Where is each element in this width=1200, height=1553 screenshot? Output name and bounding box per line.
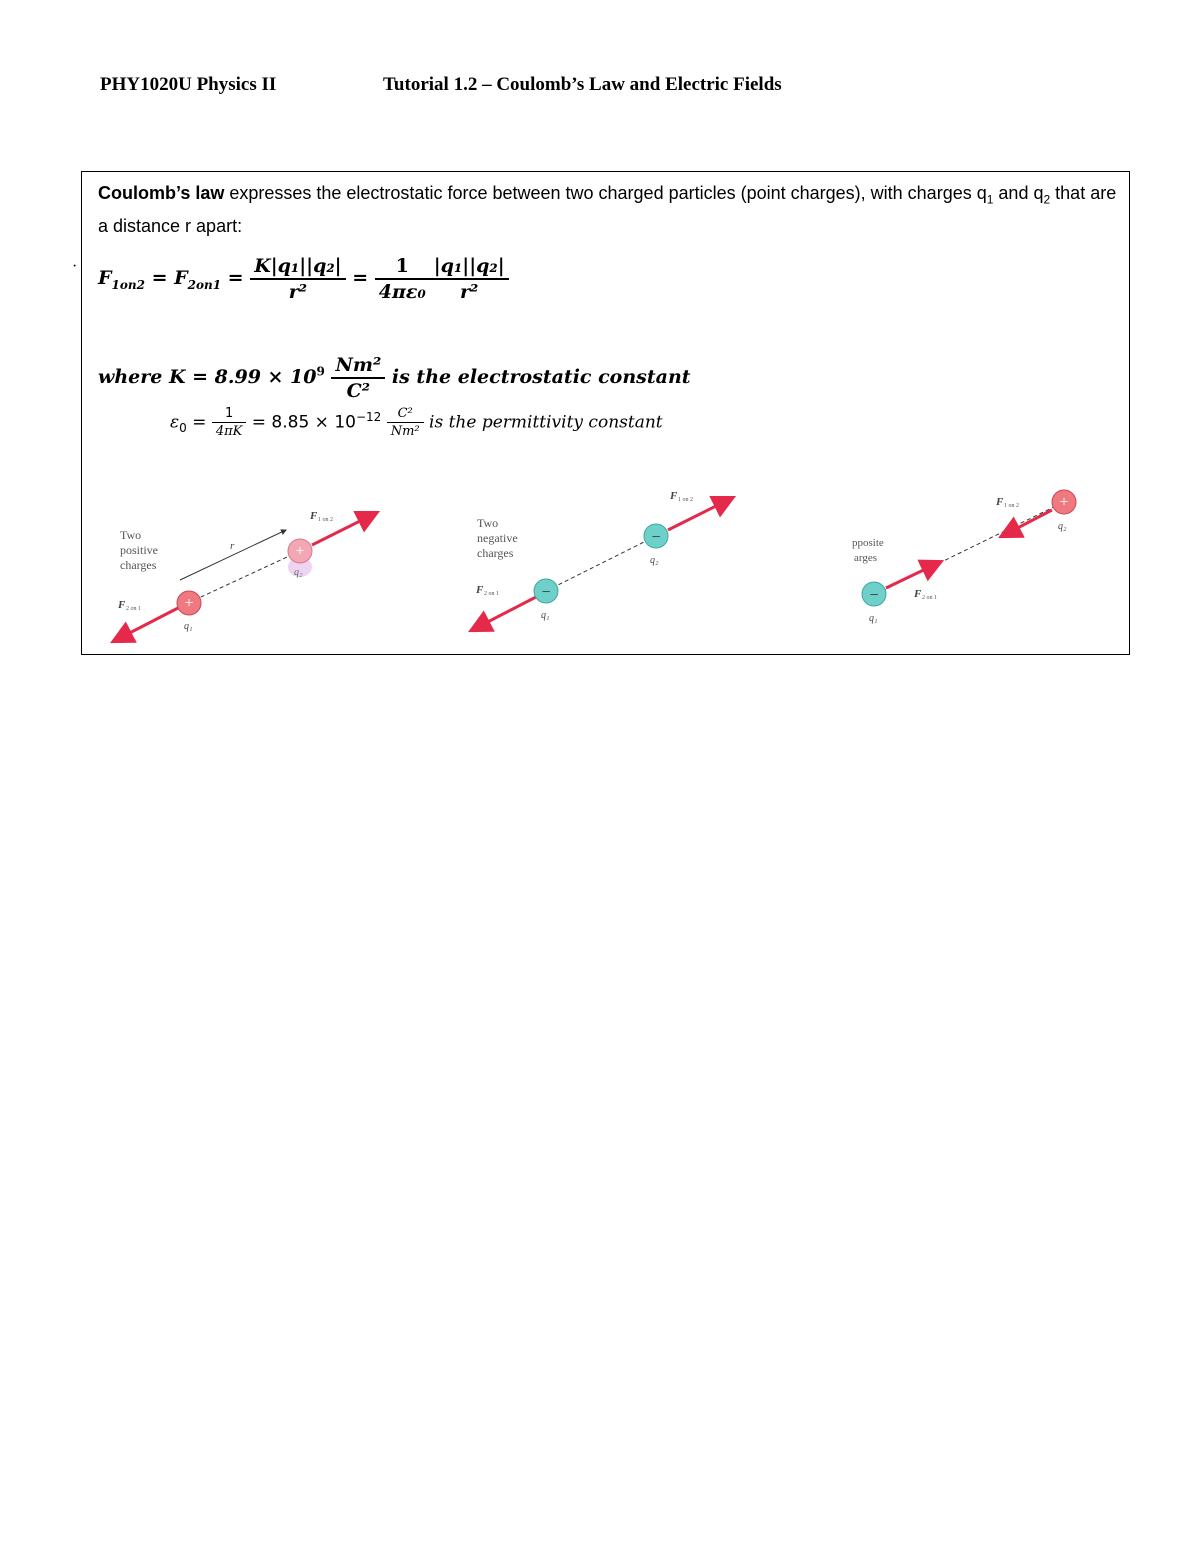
- fig1-sign-q2: +: [295, 543, 305, 560]
- fig3-force-top-sub: 1 on 2: [1004, 503, 1019, 509]
- fig1-distance-label: r: [230, 540, 235, 552]
- fig2-q2-label: q₂: [650, 555, 659, 566]
- figure-opposite-charges: [840, 480, 1090, 630]
- q1-symbol: q: [976, 183, 987, 203]
- coulomb-law-term: Coulomb’s law: [98, 183, 225, 203]
- fig1-sign-q1: +: [184, 595, 194, 612]
- fig2-force-2on1-arrow: [476, 597, 536, 628]
- fig2-force-1on2-arrow: [668, 500, 728, 530]
- coulomb-law-intro: [98, 180, 1128, 239]
- fig2-force-bottom-sub: 2 on 1: [484, 591, 499, 597]
- fig3-q2-label: q₂: [1058, 521, 1067, 532]
- fig2-force-top-label: F: [670, 490, 678, 502]
- fig2-label-line3: charges: [477, 546, 514, 560]
- intro-text-1: expresses the electrostatic force between two charged particles (point charges), with charges: [224, 183, 977, 203]
- fig1-force-top-label: F: [310, 510, 318, 522]
- force-fraction-3: $\frac{\text{|q₁||q₂|}}{\text{r²}}$: [430, 255, 509, 303]
- figure-two-positive-charges: [100, 495, 400, 650]
- force-fraction-2: $\frac{1}{\text{4πε₀}}$: [375, 255, 430, 303]
- fig3-label-line1: pposite: [852, 537, 884, 549]
- fig3-force-bottom-sub: 2 on 1: [922, 595, 937, 601]
- eps-fraction: $\frac{1}{4\pi K}$: [212, 406, 247, 439]
- fig3-force-bottom-label: F: [914, 588, 922, 600]
- fig2-label-line2: negative: [477, 531, 518, 545]
- fig2-sign-q2: −: [651, 529, 661, 546]
- fig1-force-2on1-arrow: [118, 608, 178, 639]
- fig1-force-top-sub: 1 on 2: [318, 517, 333, 523]
- intro-and: and: [993, 183, 1034, 203]
- fig3-force-1on2-arrow: [1006, 510, 1052, 534]
- q2-subscript: 2: [1043, 192, 1051, 207]
- fig1-label-line2: positive: [120, 543, 158, 557]
- fig3-force-top-label: F: [996, 496, 1004, 508]
- fig3-sign-q2: +: [1059, 494, 1069, 511]
- fig3-sign-q1: −: [869, 587, 879, 604]
- fig3-q1-label: q₁: [869, 613, 878, 624]
- fig2-force-top-sub: 1 on 2: [678, 497, 693, 503]
- tutorial-title: Tutorial 1.2 – Coulomb’s Law and Electric Fields: [383, 74, 782, 95]
- fig1-label-line3: charges: [120, 558, 157, 572]
- eps-unit-fraction: $\frac{\text{C²}}{\text{Nm²}}$: [387, 406, 424, 439]
- fig3-force-2on1-arrow: [886, 564, 936, 588]
- coulomb-force-equation: $F_{1on2} = F_{2on1}$ = $\frac{\text{K|q₁||q₂|}}{\text{r²}}$ = $\frac{1}{\text{4πε₀}}$ $\frac{\text{|q₁||q₂|}}{\text{r²}}$: [98, 255, 509, 303]
- fig1-force-bottom-sub: 2 on 1: [126, 606, 141, 612]
- q1-subscript: 1: [986, 192, 994, 207]
- electrostatic-constant-equation: where $K = 8.99 \times 10^9$ $\frac{\text{Nm²}}{\text{C²}}$ is the electrostatic constant: [98, 354, 691, 402]
- q2-symbol: q: [1033, 183, 1044, 203]
- fig1-q1-label: q₁: [184, 621, 193, 632]
- stray-mark: ·: [72, 258, 78, 275]
- fig1-q2-label: q₂: [294, 567, 303, 578]
- k-unit-fraction: $\frac{\text{Nm²}}{\text{C²}}$: [331, 354, 385, 402]
- force-fraction-1: $\frac{\text{K|q₁||q₂|}}{\text{r²}}$: [250, 255, 345, 303]
- fig2-label-line1: Two: [477, 516, 499, 530]
- course-code: PHY1020U Physics II: [100, 74, 277, 95]
- fig1-dashed-line: [188, 551, 300, 603]
- fig2-q1-label: q₁: [541, 610, 550, 621]
- permittivity-equation: $\varepsilon_0$ = $\frac{1}{4\pi K}$ = $8.85 \times 10^{-12}$ $\frac{\text{C²}}{\text{Nm²}}$ is the permittivity constant: [170, 406, 663, 439]
- fig1-label-line1: Two: [120, 528, 142, 542]
- fig1-force-bottom-label: F: [118, 599, 126, 611]
- fig1-distance-arrow: [180, 530, 286, 580]
- figure-two-negative-charges: [460, 480, 760, 640]
- fig3-label-line2: arges: [854, 552, 878, 564]
- intro-text-2: that are a distance r apart:: [98, 183, 1117, 236]
- fig2-force-bottom-label: F: [476, 584, 484, 596]
- fig2-sign-q1: −: [541, 584, 551, 601]
- fig2-dashed-line: [546, 536, 656, 591]
